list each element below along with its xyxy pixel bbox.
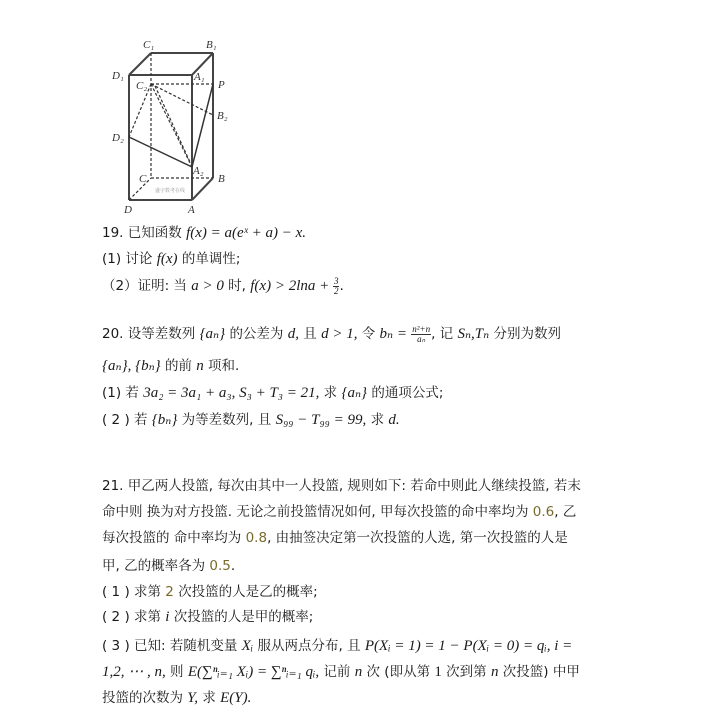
q20-part1: (1) 若 3a₂ = 3a₁ + a₃, S₃ + T₃ = 21, 求 {aₙ} 的通项公式;: [102, 385, 444, 401]
label-A1: A₁: [194, 71, 205, 83]
label-B1: B₁: [206, 39, 217, 51]
q19-part2: （2）证明: 当 a > 0 时, f(x) > 2lna + $\frac{3}{2}$ .: [102, 275, 344, 296]
q20-part2: ( 2 ) 若 {bₙ} 为等差数列, 且 S₉₉ − T₉₉ = 99, 求 d.: [102, 412, 400, 428]
label-C1: C₁: [143, 39, 155, 51]
q21-stem-line3: 每次投篮的 命中率均为 0.8, 由抽签决定第一次投篮的人选, 第一次投篮的人是: [102, 530, 568, 546]
label-B2: B₂: [217, 110, 228, 122]
q21-part3-line3: 投篮的次数为 Y, 求 E(Y).: [102, 690, 252, 706]
q21-part3-line1: ( 3 ) 已知: 若随机变量 Xᵢ 服从两点分布, 且 P(Xᵢ = 1) = 1 − P(Xᵢ = 0) = qᵢ, i =: [102, 638, 573, 654]
q19-stem: 19. 已知函数 f(x) = a(eˣ + a) − x.: [102, 225, 307, 241]
label-P: P: [218, 79, 225, 91]
q21-part1: ( 1 ) 求第 2 次投篮的人是乙的概率;: [102, 584, 318, 600]
prism-figure: [100, 30, 250, 220]
q21-stem-line1: 21. 甲乙两人投篮, 每次由其中一人投篮, 规则如下: 若命中则此人继续投篮, 若末: [102, 478, 581, 494]
label-A: A: [188, 204, 195, 216]
label-D2: D₂: [112, 132, 124, 144]
q21-part2: ( 2 ) 求第 i 次投篮的人是甲的概率;: [102, 609, 314, 625]
label-C: C: [139, 173, 147, 185]
q21-stem-line2: 命中则 换为对方投篮. 无论之前投篮情况如何, 甲每次投篮的命中率均为 0.6, 乙: [102, 504, 577, 520]
label-D: D: [124, 204, 132, 216]
q20-stem-line1: 20. 设等差数列 {aₙ} 的公差为 d, 且 d > 1, 令 bₙ = $\frac{\text{n²+n}}{\text{aₙ}}$ , 记 Sₙ,Tₙ 分别为数列: [102, 323, 562, 344]
q21-stem-line4: 甲, 乙的概率各为 0.5.: [102, 558, 236, 574]
watermark: 盛宇数考在线: [155, 189, 186, 194]
label-D1: D₁: [112, 70, 124, 82]
q20-stem-line2: {aₙ}, {bₙ} 的前 n 项和.: [102, 358, 240, 374]
label-A2: A₂: [193, 165, 204, 177]
q21-part3-line2: 1,2, ⋯ , n, 则 E(∑ⁿᵢ₌₁ Xᵢ) = ∑ⁿᵢ₌₁ qᵢ, 记前 n 次 (即从第 1 次到第 n 次投篮) 中甲: [102, 664, 580, 680]
label-C2: C₂: [136, 80, 148, 92]
q19-part1: (1) 讨论 f(x) 的单调性;: [102, 251, 241, 267]
label-B: B: [218, 173, 225, 185]
